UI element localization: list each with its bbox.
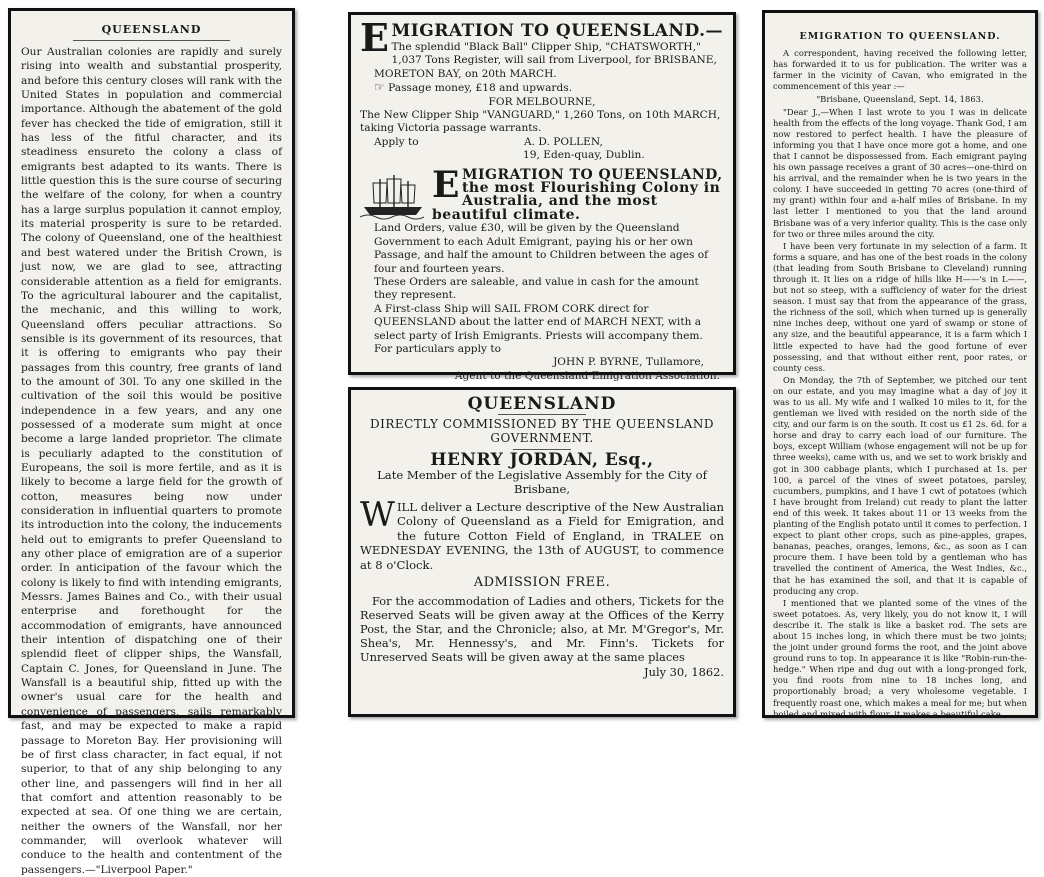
pointing-hand-icon: ☞ bbox=[374, 80, 385, 95]
ship-icon bbox=[360, 173, 428, 219]
article-body: Our Australian colonies are rapidly and surely rising into wealth and substantial prosperity, and before this century closes will rank with the United States in population and commercial importance. Although the abatement of the gold fever has checked the tide of emigration, still it has less of the fitful character, and its steadiness ensureto the colony a class of emigrants best adapted to its wants. There is little question this is the sure course of securing the welfare of the colony, for when a country has a large surplus population it cannot employ, its material prosperity is sure to be retarded. The colony of Queensland, one of the healthiest and best watered under the British Crown, is just now, we are glad to see, attracting considerable attention as a field for emigrants. To the agricultural labourer and the capitalist, the mechanic, and this willing to work, Queensland offers peculiar attractions. So sensible is its government of its resources, that it is offering to emigrants who pay their passages from this country, free grants of land to the amount of 30l. To any one skilled in the cultivation of the soil this would be positive independence in a few years, and any one possessed of a moderate sum might at once become a large landed proprietor. The climate is peculiarly adapted to the constitution of Europeans, the soil is more fertile, and as it is likely to become a large field for the growth of cotton, measures being now under consideration in influential quarters to promote its introduction into the colony, the inducements held out to emigrants to prefer Queensland to any other place of emigration are of a superior order. In anticipation of the favour which the colony is likely to find with intending emigrants, Messrs. James Baines and Co., with their usual enterprise and forethought for the accommodation of emigrants, have announced their intention of dispatching one of their splendid fleet of clipper ships, the Wansfall, Captain C. Jones, for Queensland in June. The Wansfall is a beautiful ship, fitted up with the owner's usual care for the health and convenience of passengers, sails remarkably fast, and may be expected to make a rapid passage to Moreton Bay. Her provisioning will be of first class character, in fact equal, if not superior, to that of any ship belonging to any other line, and passengers will find in her all that comfort and attention reasonably to be expected at sea. Of one thing we are certain, neither the owners of the Wansfall, nor her commander, will overlook whatever will conduce to the health and contentment of the passengers.—"Liverpool Paper." bbox=[21, 46, 282, 876]
letter-paragraph-1: "Dear J.,—When I last wrote to you I was in delicate health from the effects of the long voyage. Thank God, I am now restored to perfect health. I have the pleasure of informing you that I have once more got a home, and one that I cannot be dispossessed from. Each emigrant paying his own passage receives a grant of 30 acres—one-third on his arrival, and the remainder when he is two years in the colony. I have succeeded in getting 70 acres (one-third of my grant) within four and a-half miles of Brisbane. In my last letter I mentioned to you that the land around Brisbane was of a very inferior quality. This is the case only for two or three miles around the city. bbox=[773, 106, 1027, 239]
lecture-initial: W bbox=[360, 494, 395, 535]
passage-text: Passage money, £18 and upwards. bbox=[388, 82, 573, 95]
land-orders-text: Land Orders, value £30, will be given by the Queensland Government to each Adult Emigrant, paying his or her own Passage, and half the amount to Children between the ages of four and fourteen years. bbox=[374, 222, 709, 275]
agent-address: 19, Eden-quay, Dublin. bbox=[523, 149, 645, 162]
byrne-name: JOHN P. BYRNE, Tullamore, bbox=[553, 356, 704, 369]
second-advert bbox=[360, 163, 724, 223]
letter-paragraph-2: I have been very fortunate in my selection of a farm. It forms a square, and has one of the best roads in the colony (that leading from South Brisbane to Cleveland) running through it. It lies on a ridge of hills like H——'s in L——, but not so steep, with a sufficiency of water for the driest season. I must say that from the appearance of the grass, the richness of the soil, which when turned up is generally nine inches deep, without one yard of swamp or stone of any size, and the beautiful appearance, it is a farm which I little expected to have had the good fortune of ever possessing, and that without either rent, poor rates, or county cess. bbox=[773, 240, 1027, 373]
vanguard-notice: The New Clipper Ship "VANGUARD," 1,260 Tons, on 10th MARCH, taking Victoria passage warrants. bbox=[360, 109, 721, 135]
clipping-queensland-article bbox=[8, 8, 295, 876]
cork-ship-notice: A First-class Ship will SAIL FROM CORK direct for QUEENSLAND about the latter end of MARCH NEXT, with a select party of Irish Emigrants. Priests will accompany them. For particulars apply to bbox=[374, 302, 703, 355]
admission-line: ADMISSION FREE. bbox=[473, 575, 611, 591]
heading-rule bbox=[73, 40, 230, 41]
title-rule bbox=[498, 414, 585, 415]
advert-title-initial: E bbox=[360, 15, 390, 60]
advert-2-title-rest: MIGRATION TO QUEENSLAND, the most Flourishing Colony in Australia, and the most beautiful climate. bbox=[432, 166, 723, 223]
letter-paragraph-4: I mentioned that we planted some of the vines of the sweet potatoes. As, very likely, you do not know it, I will describe it. The stalk is like a basket rod. The sets are about 15 inches long, in which there must be two joints; the joint under ground forms the root, and the joint above ground runs to top. In appearance it is like "Robin-run-the-hedge." When ripe and dug out with a long-pronged fork, you find roots from nine to 18 inches long, and proportionably broad; a very wholesome vegetable. I frequently roast one, which makes a meal for me; but when boiled and mixed with flour, it makes a beautiful cake. bbox=[773, 597, 1027, 719]
article-heading: QUEENSLAND bbox=[101, 23, 202, 36]
tickets-body: For the accommodation of Ladies and others, Tickets for the Reserved Seats will be given away at the Offices of the Kerry Post, the Star, and the Chronicle; also, at Mr. M'Gregor's, Mr. Shea's, Mr. Hennessy's, and Mr. Finn's. Tickets for Unreserved Seats will be given away at the same places bbox=[360, 593, 724, 665]
advert-title-rest: MIGRATION TO QUEENSLAND.— bbox=[391, 21, 723, 41]
agent-name: A. D. POLLEN, bbox=[524, 135, 603, 148]
clipping-emigration-advert bbox=[348, 12, 736, 382]
speaker-role: Late Member of the Legislative Assembly for the City of Brisbane, bbox=[377, 467, 707, 496]
letter-dateline: "Brisbane, Queensland, Sept. 14, 1863. bbox=[816, 94, 984, 105]
notice-date: July 30, 1862. bbox=[644, 664, 724, 679]
tickets-text bbox=[360, 593, 724, 679]
letter-heading: EMIGRATION TO QUEENSLAND. bbox=[799, 31, 1001, 42]
lecture-text: ILL deliver a Lecture descriptive of the New Australian Colony of Queensland as a Field for Emigration, and the future Cotton Field of England, in TRALEE on WEDNESDAY EVENING, the 13th of AUGUST, to commence at 8 o'Clock. bbox=[360, 499, 724, 572]
byrne-role: Agent to the Queensland Emigration Association. bbox=[454, 369, 720, 382]
speaker-name: HENRY JORDAN, Esq., bbox=[430, 450, 654, 471]
clipping-lecture-notice bbox=[348, 387, 736, 717]
commissioned-line: DIRECTLY COMMISSIONED BY THE QUEENSLAND GOVERNMENT. bbox=[370, 417, 714, 445]
letter-paragraph-3: On Monday, the 7th of September, we pitched our tent on our estate, and you may imagine what a day of joy it was to us all. My wife and I walked 10 miles to it, for the gentleman we lived with resided on the north side of the city, and our farm is on the south. It cost us £1 2s. 6d. for a horse and dray to carry each load of our furniture. The boys, except William (whose engagement will not be up for three weeks), came with us, and we set to work briskly and got in 300 cabbage plants, which I purchased at 1s. per 100, a parcel of the vines of sweet potatoes, parsley, cucumbers, pumpkins, and I have 1 cwt of potatoes (which I have brought from Ireland) cut ready to plant the latter end of this week. It takes about 11 or 13 weeks from the planting of the English potato until it comes to perfection. I expect to plant other crops, such as pine-apples, grapes, bananas, peaches, oranges, lemons, &c., as soon as I can procure them. I have been told by a gentleman who has travelled the continent of America, the West Indies, &c., that he has examined the soil, and that it is capable of producing any crop. bbox=[773, 374, 1027, 596]
lecture-title: QUEENSLAND bbox=[467, 394, 617, 414]
apply-label: Apply to bbox=[374, 135, 419, 148]
passage-line bbox=[360, 81, 724, 95]
advert-title bbox=[360, 15, 724, 60]
advert-2-title-initial: E bbox=[432, 163, 460, 206]
letter-intro: A correspondent, having received the following letter, has forwarded it to us for publication. The writer was a farmer in the vicinity of Cavan, who emigrated in the commencement of this year :— bbox=[773, 48, 1027, 92]
melbourne-heading: FOR MELBOURNE, bbox=[488, 95, 596, 108]
saleable-text: These Orders are saleable, and value in cash for the amount they represent. bbox=[374, 275, 699, 302]
chatsworth-notice: The splendid "Black Ball" Clipper Ship, "CHATSWORTH," 1,037 Tons Register, will sail from Liverpool, for BRISBANE, MORETON BAY, on 20th MARCH. bbox=[374, 41, 717, 80]
clipping-emigrant-letter bbox=[762, 10, 1038, 718]
lecture-description bbox=[360, 494, 724, 573]
apply-line bbox=[360, 136, 724, 149]
